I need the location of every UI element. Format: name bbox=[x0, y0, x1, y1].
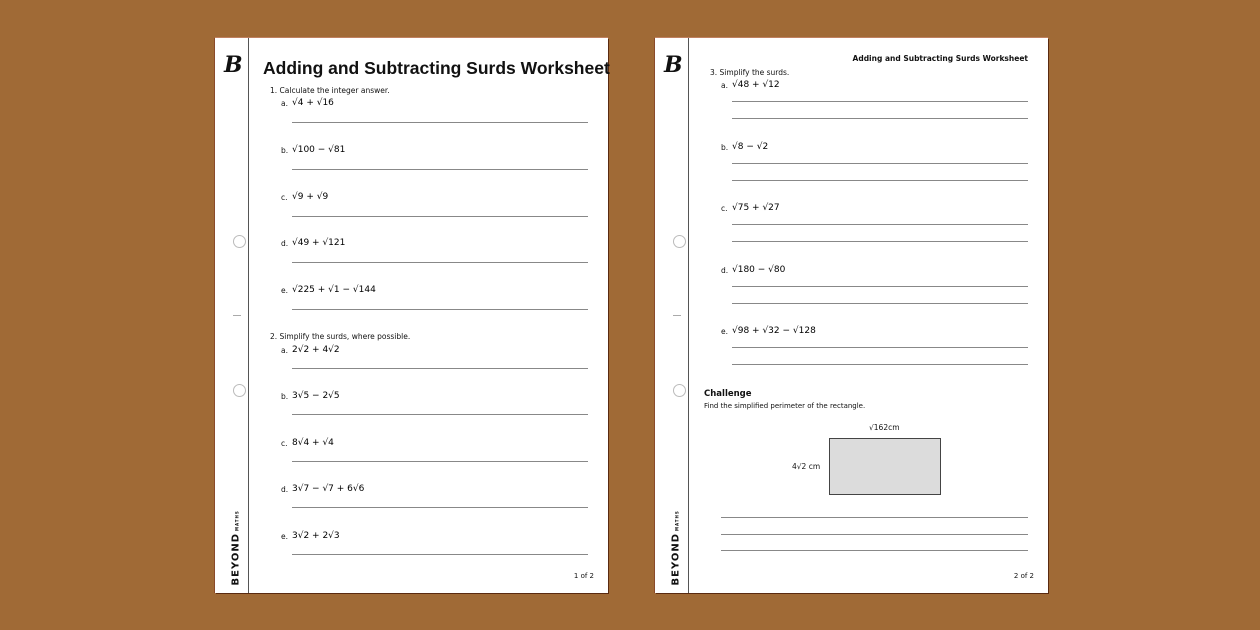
challenge-heading: Challenge bbox=[704, 389, 752, 399]
brand-logo: B bbox=[224, 52, 243, 78]
rectangle-diagram bbox=[829, 438, 941, 495]
punch-hole bbox=[673, 384, 686, 397]
answer-line[interactable] bbox=[292, 507, 588, 508]
item-expression: √75 + √27 bbox=[732, 203, 780, 213]
item-expression: 8√4 + √4 bbox=[292, 438, 334, 448]
answer-line[interactable] bbox=[292, 122, 588, 123]
answer-line[interactable] bbox=[732, 118, 1028, 119]
answer-line[interactable] bbox=[292, 414, 588, 415]
answer-line[interactable] bbox=[732, 180, 1028, 181]
answer-line[interactable] bbox=[721, 550, 1028, 551]
punch-hole bbox=[233, 384, 246, 397]
answer-line[interactable] bbox=[721, 517, 1028, 518]
item-label: c. bbox=[281, 439, 288, 448]
answer-line[interactable] bbox=[732, 241, 1028, 242]
item-label: d. bbox=[281, 239, 289, 248]
rectangle-width-label: √162cm bbox=[869, 423, 900, 432]
item-label: a. bbox=[281, 346, 288, 355]
brand-name: BEYONDMATHS bbox=[230, 510, 242, 586]
answer-line[interactable] bbox=[292, 461, 588, 462]
answer-line[interactable] bbox=[732, 303, 1028, 304]
margin-line bbox=[688, 38, 689, 593]
item-expression: 3√7 − √7 + 6√6 bbox=[292, 484, 365, 494]
answer-line[interactable] bbox=[732, 224, 1028, 225]
item-label: b. bbox=[721, 143, 729, 152]
worksheet-page-1 bbox=[215, 38, 608, 593]
answer-line[interactable] bbox=[732, 364, 1028, 365]
page-number: 1 of 2 bbox=[573, 572, 594, 580]
item-label: c. bbox=[281, 193, 288, 202]
answer-line[interactable] bbox=[732, 163, 1028, 164]
worksheet-page-2 bbox=[655, 38, 1048, 593]
question-1: 1. Calculate the integer answer. bbox=[270, 86, 390, 95]
item-label: c. bbox=[721, 204, 728, 213]
item-expression: √8 − √2 bbox=[732, 142, 769, 152]
question-2: 2. Simplify the surds, where possible. bbox=[270, 332, 411, 341]
answer-line[interactable] bbox=[732, 347, 1028, 348]
answer-line[interactable] bbox=[292, 368, 588, 369]
fold-mark bbox=[233, 315, 241, 316]
answer-line[interactable] bbox=[732, 101, 1028, 102]
item-label: d. bbox=[721, 266, 729, 275]
item-expression: 2√2 + 4√2 bbox=[292, 345, 340, 355]
item-expression: √48 + √12 bbox=[732, 80, 780, 90]
brand-logo: B bbox=[664, 52, 683, 78]
answer-line[interactable] bbox=[732, 286, 1028, 287]
item-expression: √100 − √81 bbox=[292, 145, 346, 155]
punch-hole bbox=[673, 235, 686, 248]
item-expression: √180 − √80 bbox=[732, 265, 786, 275]
page-title: Adding and Subtracting Surds Worksheet bbox=[263, 58, 610, 78]
brand-name: BEYONDMATHS bbox=[670, 510, 682, 586]
item-expression: 3√5 − 2√5 bbox=[292, 391, 340, 401]
item-expression: √225 + √1 − √144 bbox=[292, 285, 376, 295]
punch-hole bbox=[233, 235, 246, 248]
answer-line[interactable] bbox=[292, 216, 588, 217]
page-number: 2 of 2 bbox=[1013, 572, 1034, 580]
answer-line[interactable] bbox=[292, 554, 588, 555]
question-3: 3. Simplify the surds. bbox=[710, 68, 790, 77]
item-label: a. bbox=[281, 99, 288, 108]
item-label: e. bbox=[721, 327, 728, 336]
item-label: d. bbox=[281, 485, 289, 494]
item-label: b. bbox=[281, 146, 289, 155]
answer-line[interactable] bbox=[292, 309, 588, 310]
margin-line bbox=[248, 38, 249, 593]
answer-line[interactable] bbox=[721, 534, 1028, 535]
rectangle-height-label: 4√2 cm bbox=[792, 462, 821, 471]
item-label: e. bbox=[281, 286, 288, 295]
fold-mark bbox=[673, 315, 681, 316]
answer-line[interactable] bbox=[292, 262, 588, 263]
item-expression: 3√2 + 2√3 bbox=[292, 531, 340, 541]
item-expression: √98 + √32 − √128 bbox=[732, 326, 816, 336]
item-label: e. bbox=[281, 532, 288, 541]
item-label: b. bbox=[281, 392, 289, 401]
item-label: a. bbox=[721, 81, 728, 90]
challenge-text: Find the simplified perimeter of the rectangle. bbox=[704, 402, 866, 410]
header-title: Adding and Subtracting Surds Worksheet bbox=[852, 54, 1028, 63]
answer-line[interactable] bbox=[292, 169, 588, 170]
item-expression: √49 + √121 bbox=[292, 238, 346, 248]
item-expression: √9 + √9 bbox=[292, 192, 329, 202]
item-expression: √4 + √16 bbox=[292, 98, 334, 108]
